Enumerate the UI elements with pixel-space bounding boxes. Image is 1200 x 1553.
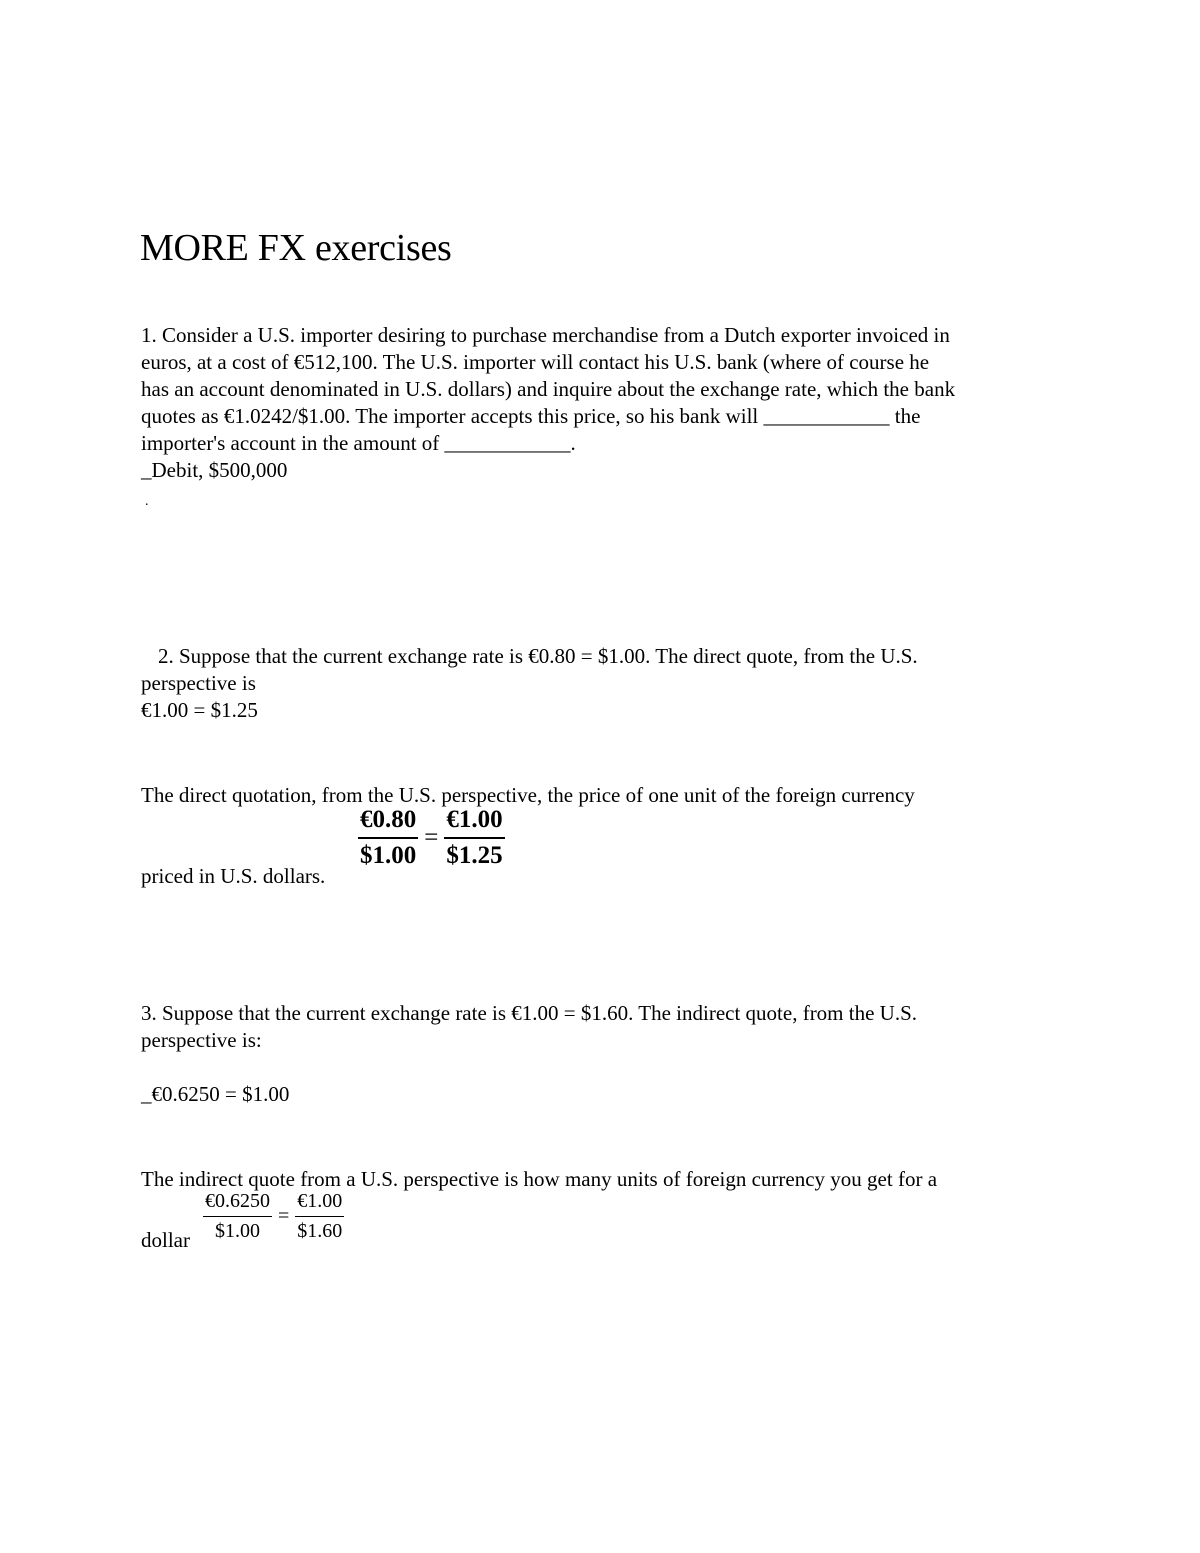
q3-formula: [203, 1190, 344, 1243]
q3-line-1: 3. Suppose that the current exchange rate is €1.00 = $1.60. The indirect quote, from the U.S.: [141, 1001, 918, 1025]
q3-explanation-line-2: dollar: [141, 1228, 190, 1252]
q3-fraction-right: [295, 1190, 344, 1243]
page-title: MORE FX exercises: [140, 227, 452, 269]
q2-left-numerator: €0.80: [360, 806, 417, 833]
q3-left-denominator: $1.00: [215, 1220, 260, 1242]
q3-line-2: perspective is:: [141, 1028, 262, 1052]
q3-fraction-left: [203, 1190, 272, 1243]
q1-answer: _Debit, $500,000: [141, 458, 288, 482]
q2-fraction-right: [444, 806, 504, 870]
q2-explanation-line-1: The direct quotation, from the U.S. perspective, the price of one unit of the foreign currency: [141, 783, 915, 807]
q3-right-numerator: €1.00: [297, 1190, 343, 1212]
q3-equals-sign: =: [278, 1205, 290, 1227]
q1-line-1: 1. Consider a U.S. importer desiring to purchase merchandise from a Dutch exporter invoiced in: [141, 323, 950, 347]
q3-explanation-line-1: The indirect quote from a U.S. perspective is how many units of foreign currency you get for a: [141, 1167, 938, 1191]
q2-answer: €1.00 = $1.25: [141, 698, 258, 722]
q1-line-5: importer's account in the amount of ____________.: [141, 431, 576, 455]
q3-answer: _€0.6250 = $1.00: [141, 1082, 290, 1106]
q3-left-numerator: €0.6250: [205, 1190, 270, 1212]
q2-equals-sign: =: [424, 824, 439, 851]
q1-line-3: has an account denominated in U.S. dollars) and inquire about the exchange rate, which the bank: [141, 377, 956, 401]
q2-explanation-line-2: priced in U.S. dollars.: [141, 864, 326, 888]
q1-dot: .: [145, 494, 149, 509]
q2-formula: [358, 806, 505, 870]
q2-line-1: 2. Suppose that the current exchange rate is €0.80 = $1.00. The direct quote, from the U.S.: [158, 644, 918, 668]
q2-right-numerator: €1.00: [446, 806, 503, 833]
q2-line-2: perspective is: [141, 671, 256, 695]
q3-right-denominator: $1.60: [297, 1220, 343, 1242]
q2-right-denominator: $1.25: [446, 842, 503, 869]
q2-left-denominator: $1.00: [360, 842, 417, 869]
q2-fraction-left: [358, 806, 418, 870]
q1-line-4: quotes as €1.0242/$1.00. The importer accepts this price, so his bank will ____________ the: [141, 404, 921, 428]
q1-line-2: euros, at a cost of €512,100. The U.S. importer will contact his U.S. bank (where of course he: [141, 350, 930, 374]
